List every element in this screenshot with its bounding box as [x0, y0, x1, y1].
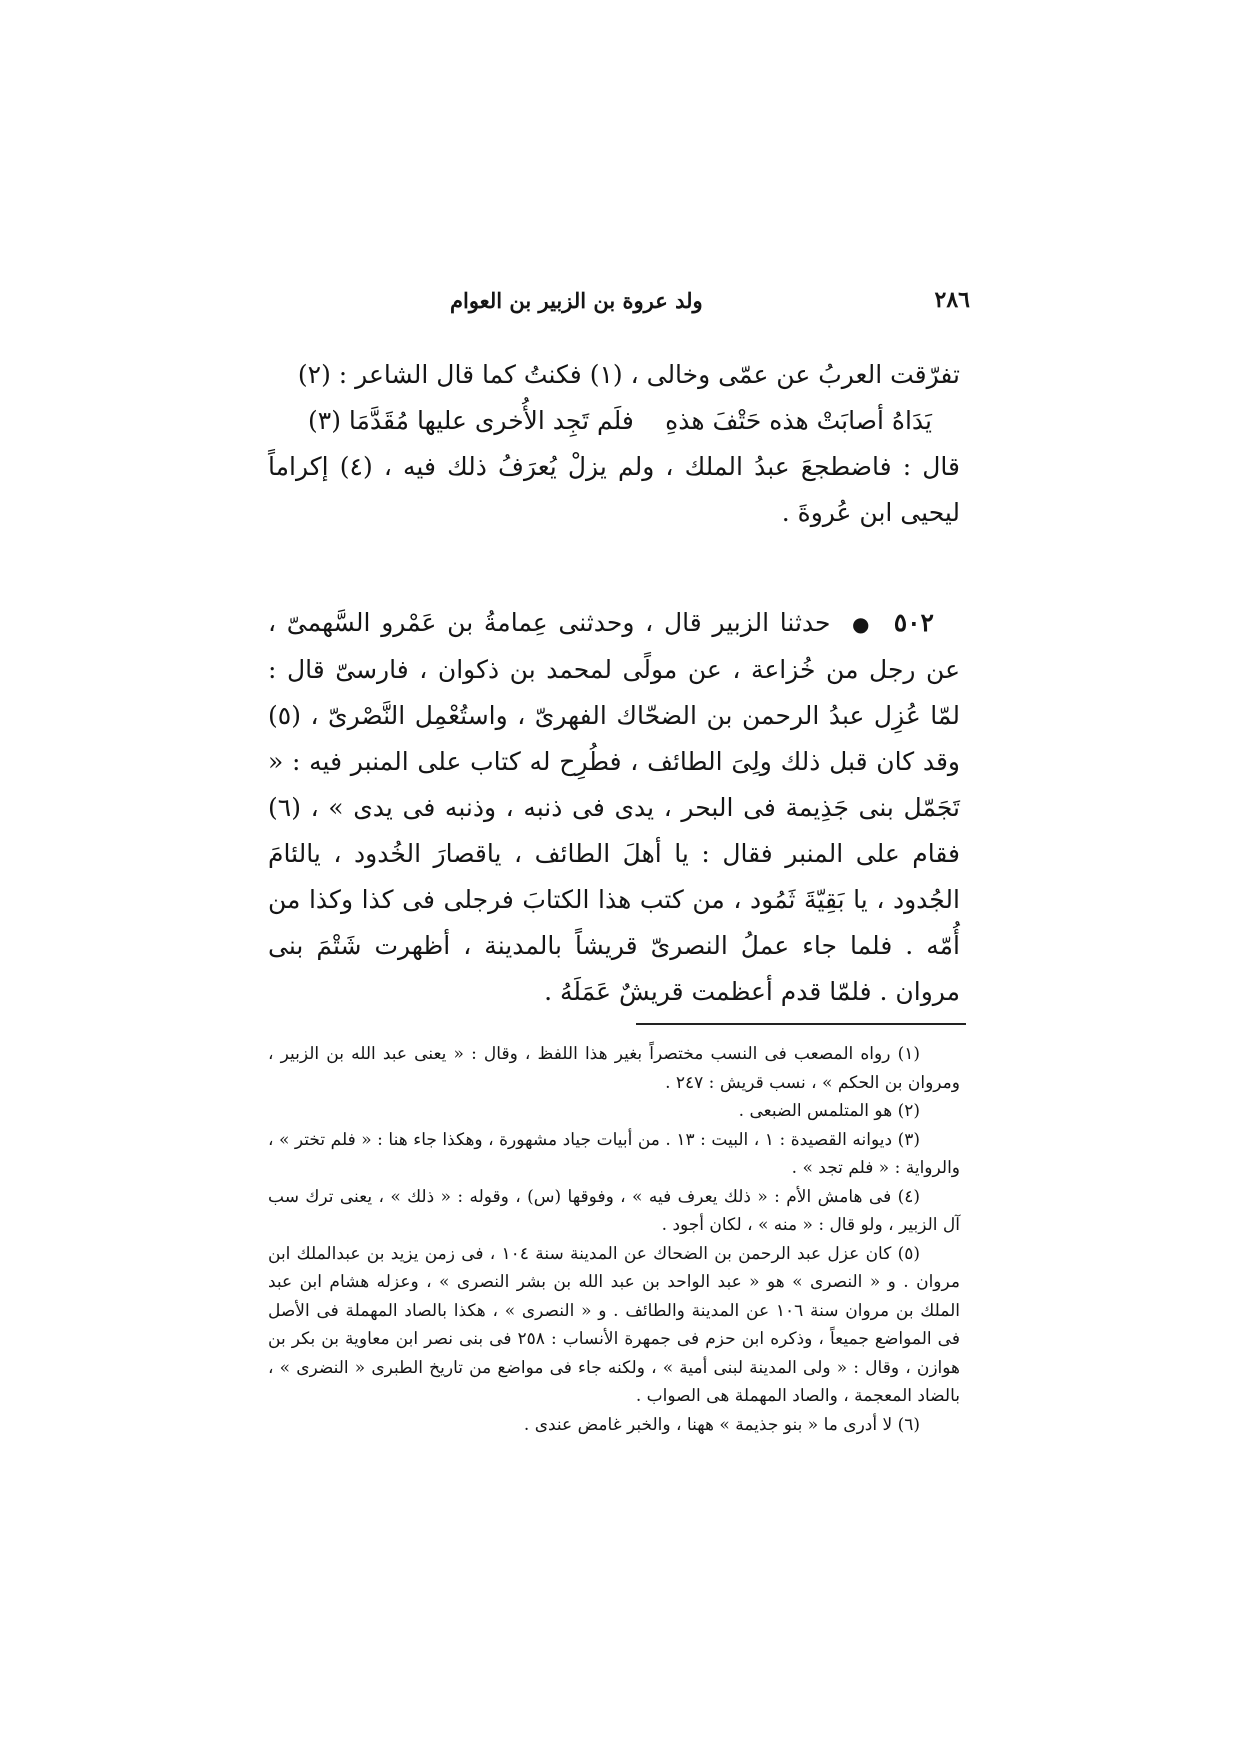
page-number: ٢٨٦ — [934, 287, 970, 313]
intro-passage — [268, 352, 960, 536]
narrative-502 — [268, 600, 960, 1015]
verse-second-hemistich: فلَم تَجِد الأُخرى عليها مُقَدَّمَا (٣) — [308, 406, 634, 435]
footnote-6: (٦) لا أدرى ما « بنو جذيمة » ههنا ، والخبر غامض عندى . — [523, 1414, 920, 1435]
page-header — [280, 282, 970, 318]
footnotes — [268, 1040, 960, 1439]
narrative-number: ٥٠٢ — [893, 608, 934, 637]
footnote-4: (٤) فى هامش الأم : « ذلك يعرف فيه » ، وفوقها (س) ، وقوله : « ذلك » ، يعنى ترك سب آل الزبير ، ولو قال : « منه » ، لكان أجود . — [268, 1186, 960, 1235]
footnote-2: (٢) هو المتلمس الضبعى . — [738, 1101, 920, 1121]
intro-line: تفرّقت العربُ عن عمّى وخالى ، (١) فكنتُ كما قال الشاعر : (٢) — [297, 360, 960, 389]
footnote-1: (١) رواه المصعب فى النسب مختصراً بغير هذا اللفظ ، وقال : « يعنى عبد الله بن الزبير ، ومروان بن الحكم » ، نسب قريش : ٢٤٧ . — [268, 1044, 960, 1093]
footnote-divider — [636, 1023, 966, 1025]
running-title: ولد عروة بن الزبير بن العوام — [450, 287, 703, 313]
narrative-text: حدثنا الزبير قال ، وحدثنى عِمامةُ بن عَمْرو السَّهمىّ ، عن رجل من خُزاعة ، عن مولًى لمحمد بن ذكوان ، فارسىّ قال : لمّا عُزِل عبدُ الرحمن بن الضحّاك الفهرىّ ، واستُعْمِل النَّصْرىّ ، (٥) وقد كان قبل ذلك ولِىَ الطائف ، فطُرِح له كتاب على المنبر فيه : « تَجَمّل بنى جَذِيمة فى البحر ، يدى فى ذنبه ، وذنبه فى يدى » ، (٦) فقام على المنبر فقال : يا أهلَ الطائف ، ياقصارَ الخُدود ، يالئامَ الجُدود ، يا بَقِيّةَ ثَمُود ، من كتب هذا الكتابَ فرجلى فى كذا وكذا من أُمّه . فلما جاء عملُ النصرىّ قريشاً بالمدينة ، أظهرت شَتْمَ بنى مروان . فلمّا قدم أعظمت قريشٌ عَمَلَهُ . — [268, 608, 960, 1006]
narrative-paragraph — [268, 600, 960, 1015]
bullet-icon: ● — [851, 612, 873, 636]
footnote-3: (٣) ديوانه القصيدة : ١ ، البيت : ١٣ . من أبيات جياد مشهورة ، وهكذا جاء هنا : « فلم تختر » ، والرواية : « فلم تجد » . — [268, 1129, 960, 1178]
intro-closing-line: قال : فاضطجعَ عبدُ الملك ، ولم يزلْ يُعرَفُ ذلك فيه ، (٤) إكراماً ليحيى ابن عُروةَ . — [268, 452, 961, 527]
verse-first-hemistich: يَدَاهُ أصابَتْ هذه حَتْفَ هذهِ — [665, 406, 932, 435]
footnote-5: (٥) كان عزل عبد الرحمن بن الضحاك عن المدينة سنة ١٠٤ ، فى زمن يزيد بن عبدالملك ابن مروان . و « النصرى » هو « عبد الواحد بن عبد الله بن بشر النصرى » ، وعزله هشام ابن عبد الملك بن مروان سنة ١٠٦ عن المدينة والطائف . و « النصرى » ، هكذا بالصاد المهملة فى الأصل فى المواضع جميعاً ، وذكره ابن حزم فى جمهرة الأنساب : ٢٥٨ فى بنى نصر ابن معاوية بن بكر بن هوازن ، وقال : « ولى المدينة لبنى أمية » ، ولكنه جاء فى مواضع من تاريخ الطبرى « النضرى » ، بالضاد المعجمة ، والصاد المهملة هى الصواب . — [268, 1243, 960, 1406]
poem-verse — [268, 398, 960, 444]
